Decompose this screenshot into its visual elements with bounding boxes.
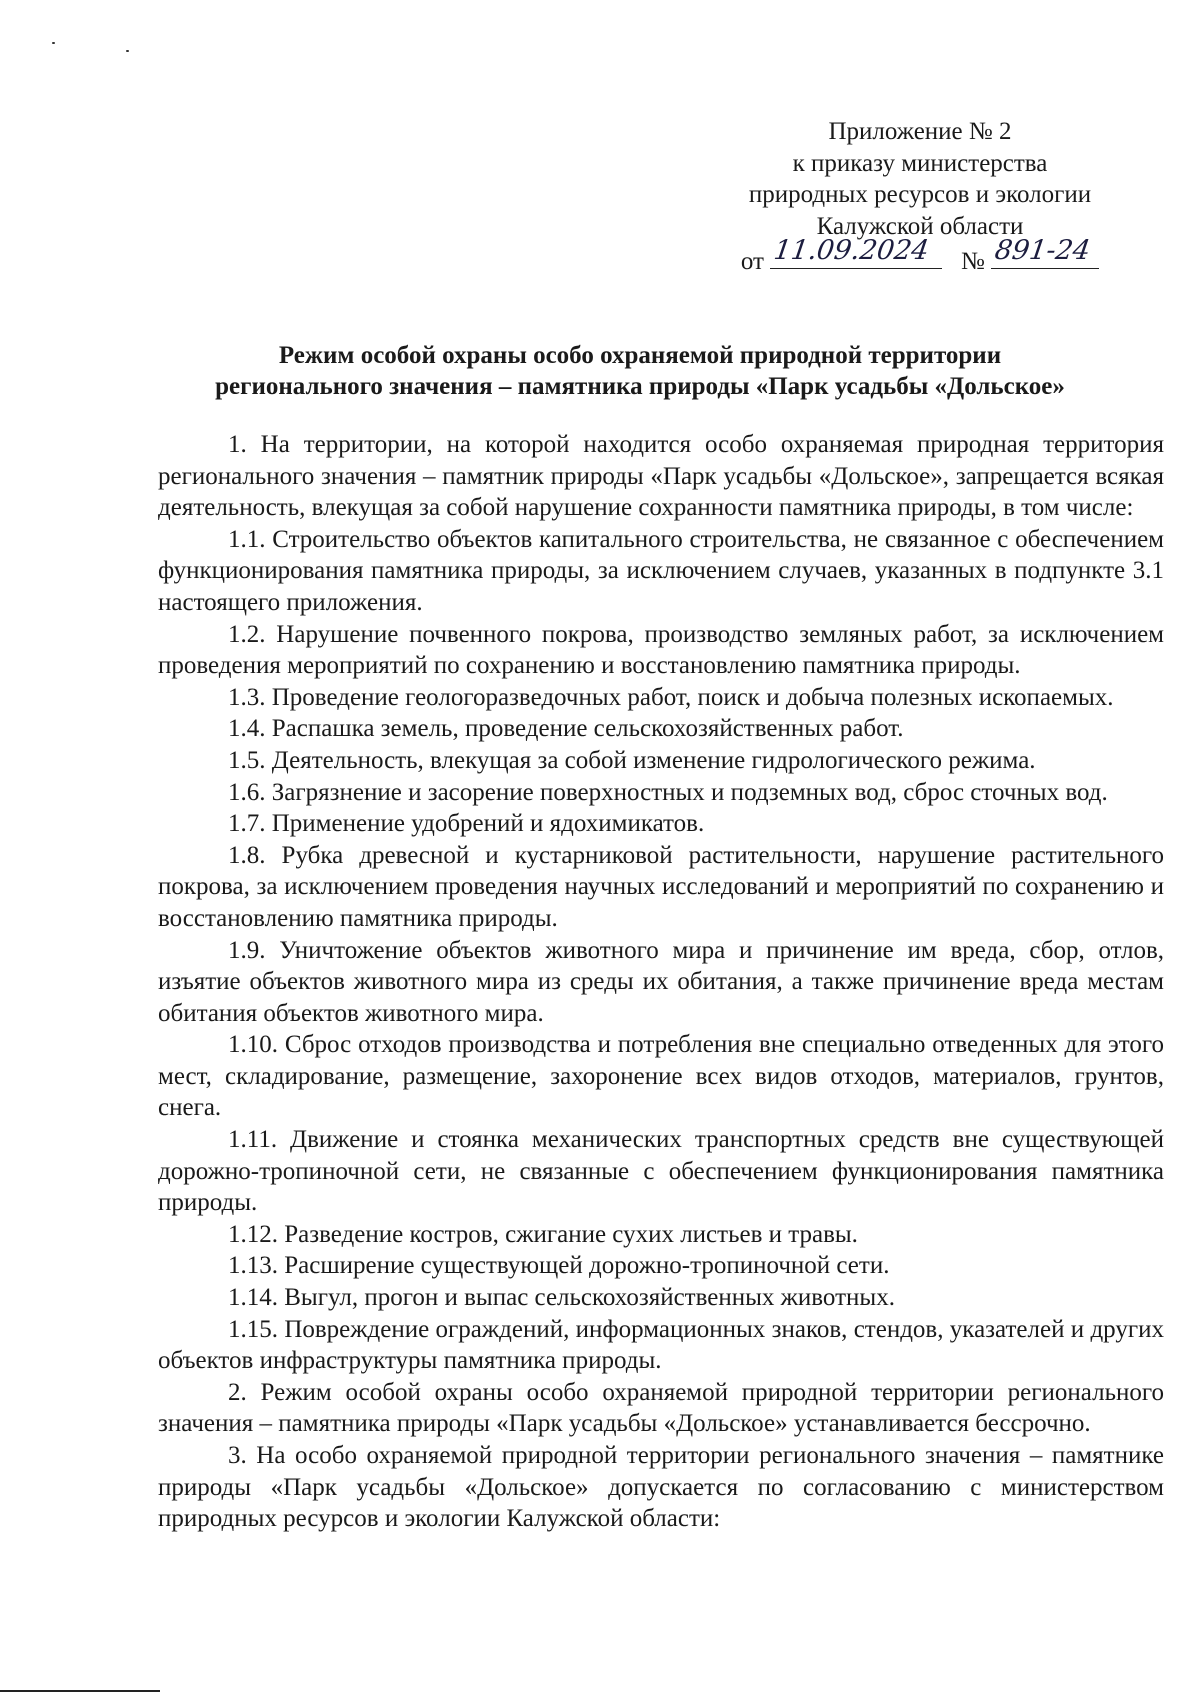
footer-rule	[0, 1690, 160, 1692]
appendix-order-ref: к приказу министерства	[792, 149, 1048, 177]
title-line-1: Режим особой охраны особо охраняемой природной территории	[278, 342, 1002, 369]
number-label: №	[961, 248, 985, 275]
paragraph-1-9: 1.9. Уничтожение объектов животного мира и причинение им вреда, сбор, отлов, изъятие объектов животного мира из среды их обитания, а также причинение вреда местам обитания объектов животного мира.	[158, 936, 1164, 1027]
paragraph-1-13: 1.13. Расширение существующей дорожно-тропиночной сети.	[228, 1252, 890, 1280]
paragraph-2: 2. Режим особой охраны особо охраняемой природной территории регионального значения – памятника природы «Парк усадьбы «Дольское» устанавливается бессрочно.	[158, 1378, 1164, 1438]
paragraph-1-3: 1.3. Проведение геологоразведочных работ, поиск и добыча полезных ископаемых.	[228, 683, 1114, 711]
appendix-date-number-line	[700, 234, 1140, 278]
appendix-title: Приложение № 2	[828, 118, 1012, 145]
scan-speck	[126, 50, 129, 52]
title-line-2: регионального значения – памятника природы «Парк усадьбы «Дольское»	[215, 373, 1065, 400]
paragraph-1-5: 1.5. Деятельность, влекущая за собой изменение гидрологического режима.	[228, 746, 1036, 774]
date-label: от	[740, 248, 764, 275]
paragraph-1-8: 1.8. Рубка древесной и кустарниковой растительности, нарушение растительного покрова, за исключением проведения научных исследований и мероприятий по сохранению и восстановлению памятника природы.	[158, 841, 1164, 932]
paragraph-1-1: 1.1. Строительство объектов капитального строительства, не связанное с обеспечением функционирования памятника природы, за исключением случаев, указанных в подпункте 3.1 настоящего приложения.	[158, 525, 1164, 616]
appendix-region: Калужской области	[816, 212, 1024, 240]
paragraph-1-11: 1.11. Движение и стоянка механических транспортных средств вне существующей дорожно-тропиночной сети, не связанные с обеспечением функционирования памятника природы.	[158, 1126, 1164, 1217]
paragraph-1-15: 1.15. Повреждение ограждений, информационных знаков, стендов, указателей и других объектов инфраструктуры памятника природы.	[158, 1315, 1164, 1375]
handwritten-number: 891-24	[992, 234, 1093, 266]
handwritten-date: 11.09.2024	[772, 234, 932, 266]
document-body	[158, 429, 1164, 1535]
paragraph-1-2: 1.2. Нарушение почвенного покрова, производство земляных работ, за исключением проведения мероприятий по сохранению и восстановлению памятника природы.	[158, 620, 1164, 680]
paragraph-1: 1. На территории, на которой находится особо охраняемая природная территория регионального значения – памятник природы «Парк усадьбы «Дольское», запрещается всякая деятельность, влекущая за собой нарушение сохранности памятника природы, в том числе:	[158, 431, 1164, 522]
date-blank	[770, 234, 942, 269]
paragraph-1-6: 1.6. Загрязнение и засорение поверхностных и подземных вод, сброс сточных вод.	[228, 778, 1108, 806]
number-blank	[991, 234, 1099, 269]
appendix-header	[700, 116, 1140, 278]
scan-speck	[52, 42, 55, 44]
paragraph-1-10: 1.10. Сброс отходов производства и потребления вне специально отведенных для этого мест, складирование, размещение, захоронение всех видов отходов, материалов, грунтов, снега.	[158, 1031, 1164, 1122]
paragraph-1-14: 1.14. Выгул, прогон и выпас сельскохозяйственных животных.	[228, 1284, 895, 1312]
appendix-ministry: природных ресурсов и экологии	[748, 181, 1092, 208]
paragraph-1-12: 1.12. Разведение костров, сжигание сухих листьев и травы.	[228, 1220, 858, 1248]
paragraph-1-7: 1.7. Применение удобрений и ядохимикатов.	[228, 810, 705, 838]
document-title	[160, 340, 1120, 402]
paragraph-1-4: 1.4. Распашка земель, проведение сельскохозяйственных работ.	[228, 715, 904, 743]
paragraph-3: 3. На особо охраняемой природной территории регионального значения – памятнике природы «Парк усадьбы «Дольское» допускается по согласованию с министерством природных ресурсов и экологии Калужской области:	[158, 1442, 1164, 1533]
